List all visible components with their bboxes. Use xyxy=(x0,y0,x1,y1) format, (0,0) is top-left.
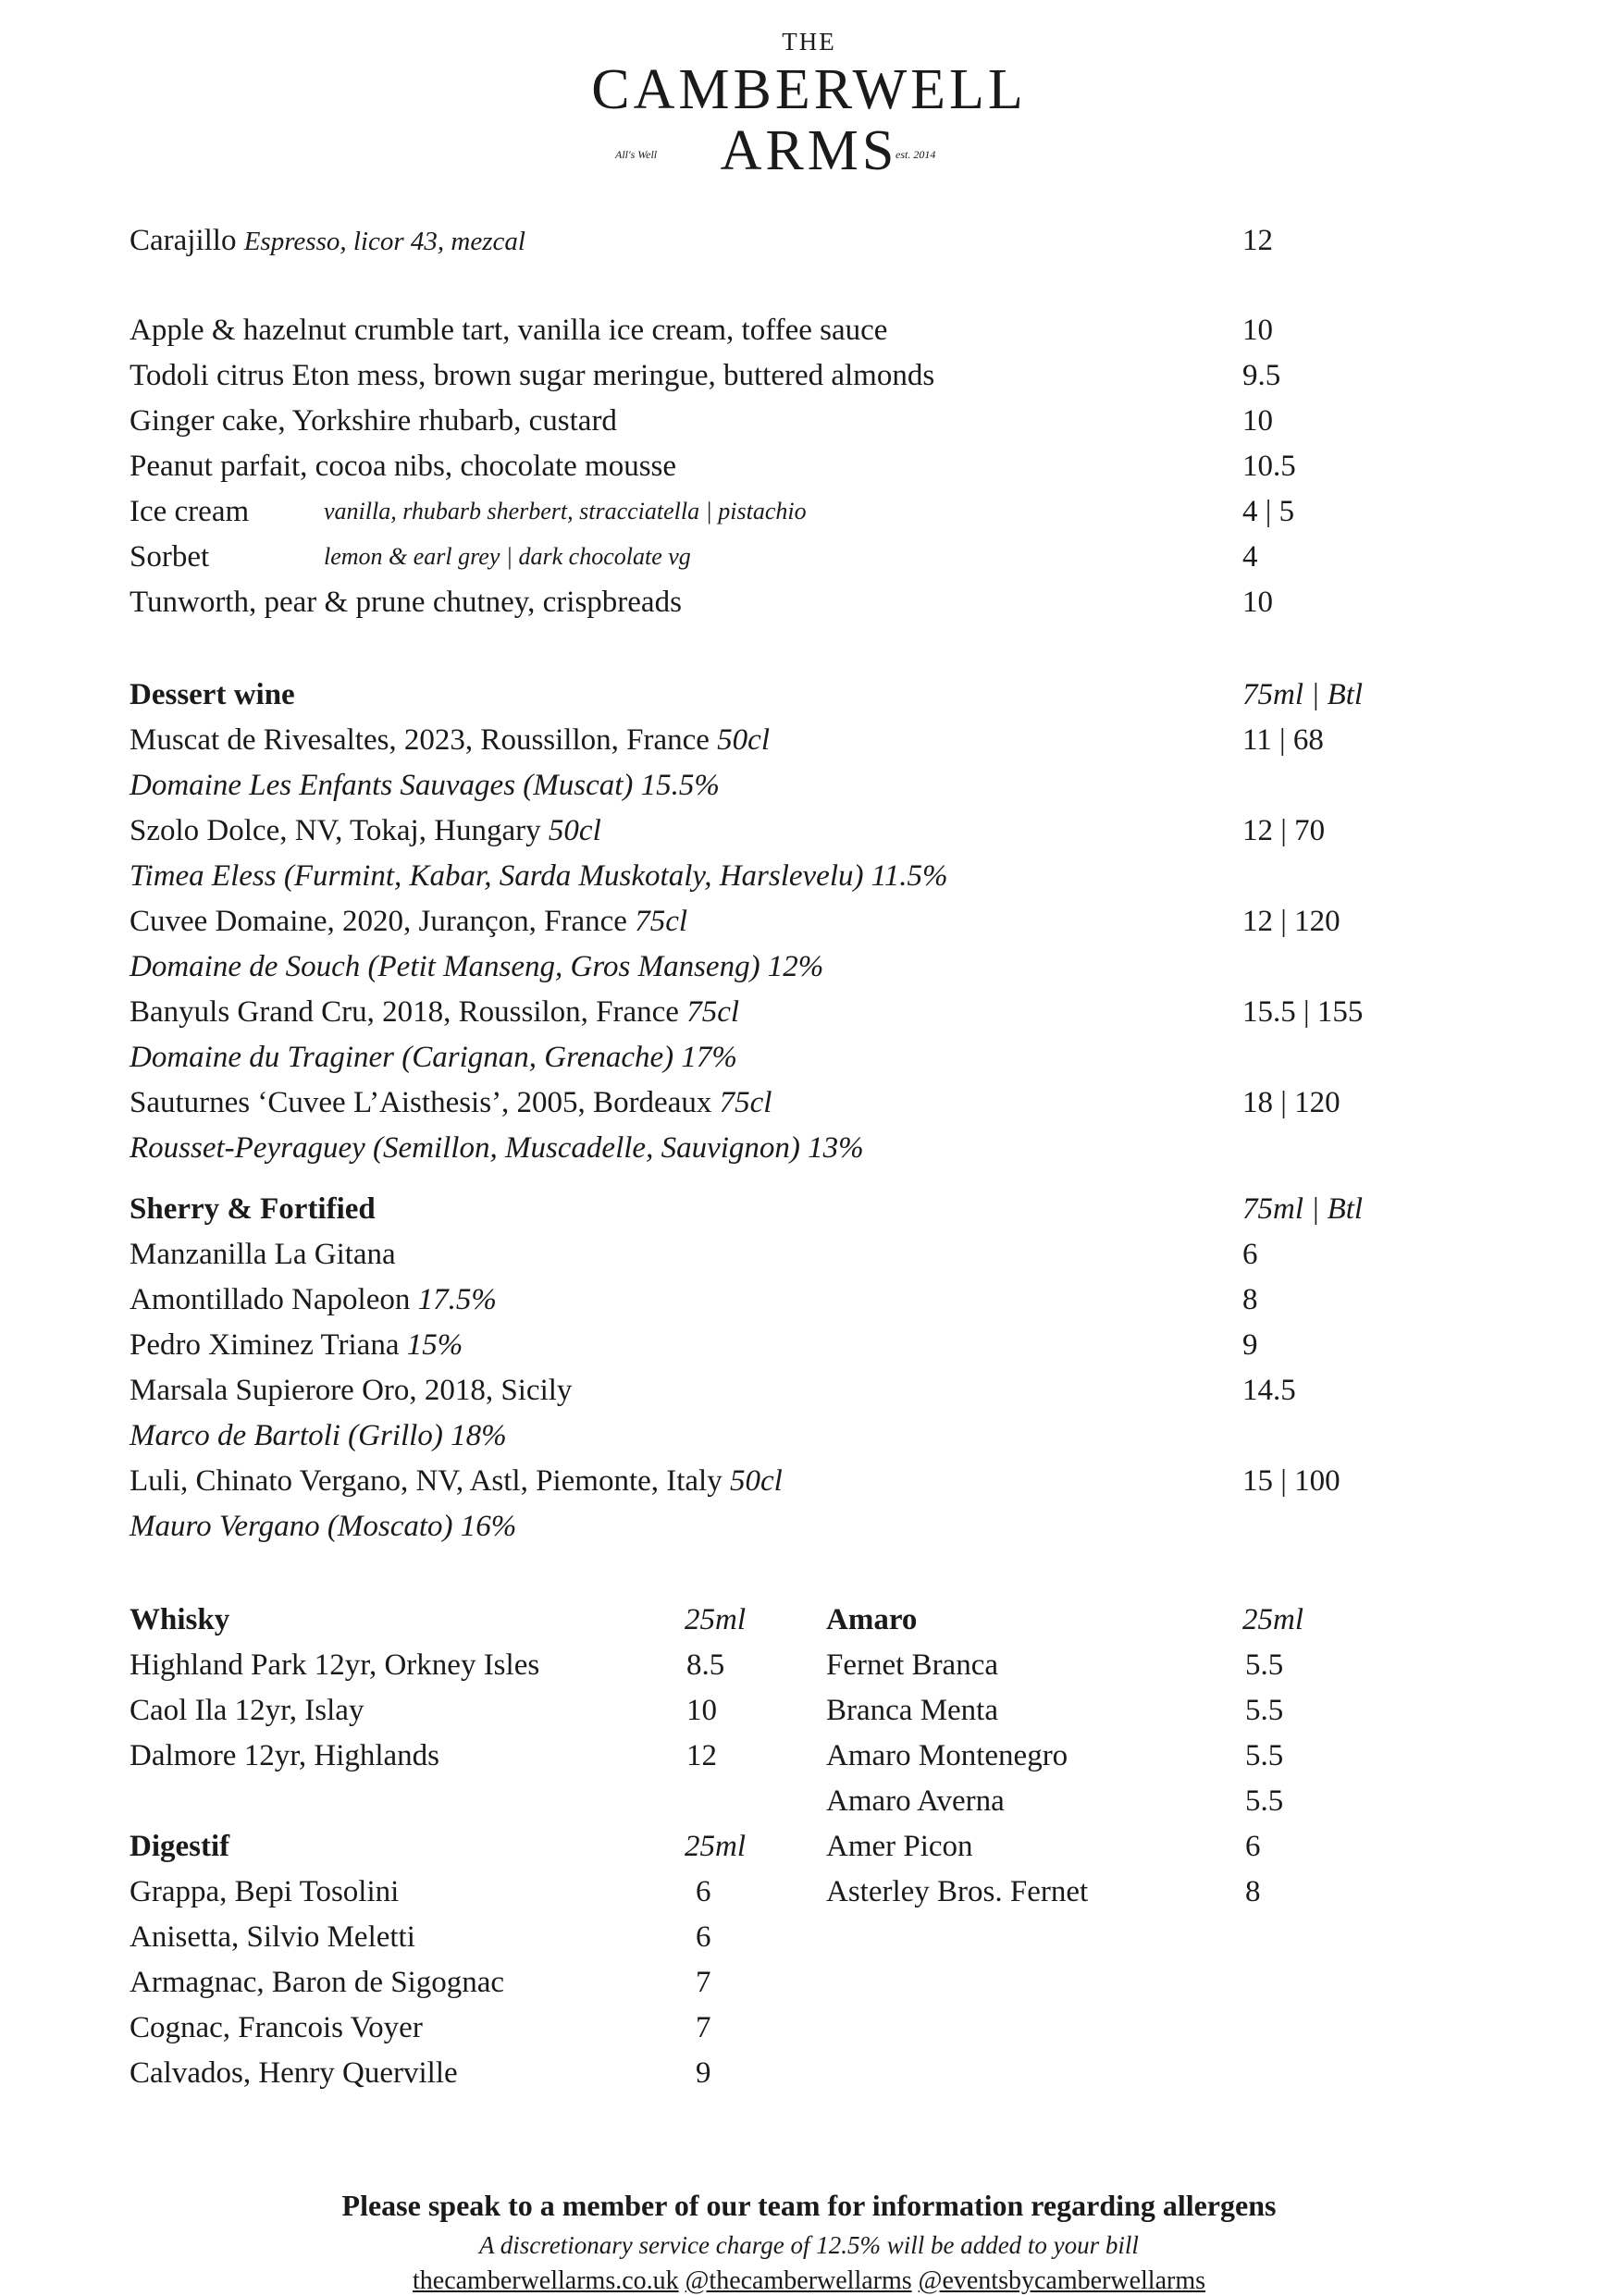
instagram-link[interactable]: @thecamberwellarms xyxy=(685,2266,912,2295)
logo-name-line1: CAMBERWELL xyxy=(591,58,1027,121)
sherry-producer: Marco de Bartoli (Grillo) 18% xyxy=(130,1419,507,1452)
item-name: Luli, Chinato Vergano, NV, Astl, Piemonte, Italy xyxy=(130,1464,723,1498)
item-size: 75cl xyxy=(686,995,740,1029)
item-price: 18 | 120 xyxy=(1242,1086,1340,1119)
section-title: Digestif xyxy=(130,1830,230,1863)
item-name: Cuvee Domaine, 2020, Jurançon, France xyxy=(130,905,627,938)
item-abv: 17.5% xyxy=(417,1283,497,1316)
wine-item xyxy=(130,1080,1480,1125)
item-price: 12 xyxy=(686,1739,717,1772)
sherry-item xyxy=(130,1323,1480,1367)
item-note: lemon & earl grey | dark chocolate vg xyxy=(324,543,691,570)
item-price: 10 xyxy=(1242,586,1273,619)
section-title: Dessert wine xyxy=(130,678,295,711)
item-price: 6 xyxy=(696,1920,711,1954)
item-name: Amaro Montenegro xyxy=(826,1739,1068,1772)
item-name: Ginger cake, Yorkshire rhubarb, custard xyxy=(130,404,617,438)
item-name: Amaro Averna xyxy=(826,1784,1005,1818)
item-price: 9.5 xyxy=(1242,359,1281,392)
item-price: 5.5 xyxy=(1245,1694,1284,1727)
section-header xyxy=(130,673,1480,717)
section-header xyxy=(130,1187,1480,1231)
item-price: 15 | 100 xyxy=(1242,1464,1340,1498)
item-size: 50cl xyxy=(729,1464,783,1498)
item-price: 10.5 xyxy=(1242,450,1296,483)
item-price: 10 xyxy=(1242,314,1273,347)
menu-item-carajillo xyxy=(130,218,1480,263)
wine-producer: Timea Eless (Furmint, Kabar, Sarda Muskotaly, Harslevelu) 11.5% xyxy=(130,859,948,893)
sherry-producer: Mauro Vergano (Moscato) 16% xyxy=(130,1510,517,1543)
item-name: Highland Park 12yr, Orkney Isles xyxy=(130,1648,540,1682)
item-note: Espresso, licor 43, mezcal xyxy=(243,227,525,256)
wine-producer: Domaine du Traginer (Carignan, Grenache) 17% xyxy=(130,1041,737,1074)
item-price: 4 xyxy=(1242,540,1258,574)
item-price: 6 xyxy=(696,1875,711,1908)
item-price: 8 xyxy=(1245,1875,1261,1908)
item-name: Sauturnes ‘Cuvee L’Aisthesis’, 2005, Bordeaux xyxy=(130,1086,712,1119)
item-name: Banyuls Grand Cru, 2018, Roussilon, France xyxy=(130,995,679,1029)
item-note: vanilla, rhubarb sherbert, stracciatella | pistachio xyxy=(324,498,807,525)
item-name: Branca Menta xyxy=(826,1694,998,1727)
wine-item xyxy=(130,899,1480,944)
item-price: 8.5 xyxy=(686,1648,725,1682)
logo-name-line2: ARMS xyxy=(720,119,898,182)
item-name: Peanut parfait, cocoa nibs, chocolate mousse xyxy=(130,450,677,483)
service-charge-notice: A discretionary service charge of 12.5% will be added to your bill xyxy=(479,2231,1139,2259)
item-name: Marsala Supierore Oro, 2018, Sicily xyxy=(130,1374,573,1407)
section-unit: 25ml xyxy=(1242,1603,1303,1636)
item-name: Muscat de Rivesaltes, 2023, Roussillon, France xyxy=(130,723,710,757)
section-title: Whisky xyxy=(130,1603,230,1636)
item-name: Ice cream xyxy=(130,495,250,528)
item-name: Amer Picon xyxy=(826,1830,973,1863)
item-name: Amontillado Napoleon xyxy=(130,1283,411,1316)
section-title: Amaro xyxy=(826,1603,918,1636)
item-size: 75cl xyxy=(635,905,688,938)
allergen-notice: Please speak to a member of our team for information regarding allergens xyxy=(341,2189,1277,2222)
item-name: Fernet Branca xyxy=(826,1648,998,1682)
item-size: 50cl xyxy=(717,723,770,757)
social-links xyxy=(0,2266,1618,2296)
item-price: 6 xyxy=(1245,1830,1261,1863)
item-price: 12 | 120 xyxy=(1242,905,1340,938)
item-name: Sorbet xyxy=(130,540,210,574)
item-price: 7 xyxy=(696,2011,711,2044)
dessert-item xyxy=(130,535,1480,579)
item-price: 10 xyxy=(1242,404,1273,438)
sherry-item xyxy=(130,1368,1480,1413)
item-price: 15.5 | 155 xyxy=(1242,995,1364,1029)
item-price: 14.5 xyxy=(1242,1374,1296,1407)
item-price: 8 xyxy=(1242,1283,1258,1316)
item-name: Carajillo xyxy=(130,224,237,257)
wine-producer: Rousset-Peyraguey (Semillon, Muscadelle, Sauvignon) 13% xyxy=(130,1131,864,1165)
wine-item xyxy=(130,809,1480,853)
item-price: 12 xyxy=(1242,224,1273,257)
dessert-item xyxy=(130,489,1480,534)
item-price: 5.5 xyxy=(1245,1739,1284,1772)
logo-established: est. 2014 xyxy=(895,148,936,161)
dessert-item xyxy=(130,444,1480,488)
item-name: Calvados, Henry Querville xyxy=(130,2056,458,2090)
item-price: 5.5 xyxy=(1245,1648,1284,1682)
item-name: Cognac, Francois Voyer xyxy=(130,2011,423,2044)
item-size: 75cl xyxy=(719,1086,772,1119)
events-instagram-link[interactable]: @eventsbycamberwellarms xyxy=(918,2266,1205,2295)
logo-tagline: All's Well xyxy=(615,148,658,161)
section-unit: 75ml | Btl xyxy=(1242,678,1364,711)
section-title: Sherry & Fortified xyxy=(130,1192,376,1226)
item-price: 10 xyxy=(686,1694,717,1727)
item-price: 9 xyxy=(696,2056,711,2090)
item-price: 9 xyxy=(1242,1328,1258,1362)
item-name: Grappa, Bepi Tosolini xyxy=(130,1875,400,1908)
section-unit: 75ml | Btl xyxy=(1242,1192,1364,1226)
item-name: Anisetta, Silvio Meletti xyxy=(130,1920,415,1954)
item-name: Pedro Ximinez Triana xyxy=(130,1328,400,1362)
dessert-item xyxy=(130,353,1480,398)
item-price: 11 | 68 xyxy=(1242,723,1324,757)
item-abv: 15% xyxy=(406,1328,463,1362)
website-link[interactable]: thecamberwellarms.co.uk xyxy=(412,2266,679,2295)
item-price: 12 | 70 xyxy=(1242,814,1326,847)
item-price: 4 | 5 xyxy=(1242,495,1295,528)
wine-item xyxy=(130,718,1480,762)
item-price: 7 xyxy=(696,1966,711,1999)
section-unit: 25ml xyxy=(685,1830,746,1863)
sherry-item xyxy=(130,1232,1480,1277)
sherry-item xyxy=(130,1278,1480,1322)
item-name: Todoli citrus Eton mess, brown sugar meringue, buttered almonds xyxy=(130,359,935,392)
item-name: Caol Ila 12yr, Islay xyxy=(130,1694,364,1727)
item-price: 6 xyxy=(1242,1238,1258,1271)
item-name: Dalmore 12yr, Highlands xyxy=(130,1739,440,1772)
item-name: Apple & hazelnut crumble tart, vanilla ice cream, toffee sauce xyxy=(130,314,888,347)
logo-the: THE xyxy=(782,28,836,56)
dessert-item xyxy=(130,580,1480,624)
wine-item xyxy=(130,990,1480,1034)
section-unit: 25ml xyxy=(685,1603,746,1636)
item-name: Asterley Bros. Fernet xyxy=(826,1875,1089,1908)
item-name: Szolo Dolce, NV, Tokaj, Hungary xyxy=(130,814,541,847)
dessert-item xyxy=(130,308,1480,352)
item-name: Armagnac, Baron de Sigognac xyxy=(130,1966,505,1999)
dessert-item xyxy=(130,399,1480,443)
item-name: Tunworth, pear & prune chutney, crispbreads xyxy=(130,586,682,619)
item-size: 50cl xyxy=(548,814,601,847)
item-name: Manzanilla La Gitana xyxy=(130,1238,396,1271)
wine-producer: Domaine Les Enfants Sauvages (Muscat) 15.5% xyxy=(130,769,720,802)
sherry-item xyxy=(130,1459,1480,1503)
item-price: 5.5 xyxy=(1245,1784,1284,1818)
wine-producer: Domaine de Souch (Petit Manseng, Gros Manseng) 12% xyxy=(130,950,824,983)
